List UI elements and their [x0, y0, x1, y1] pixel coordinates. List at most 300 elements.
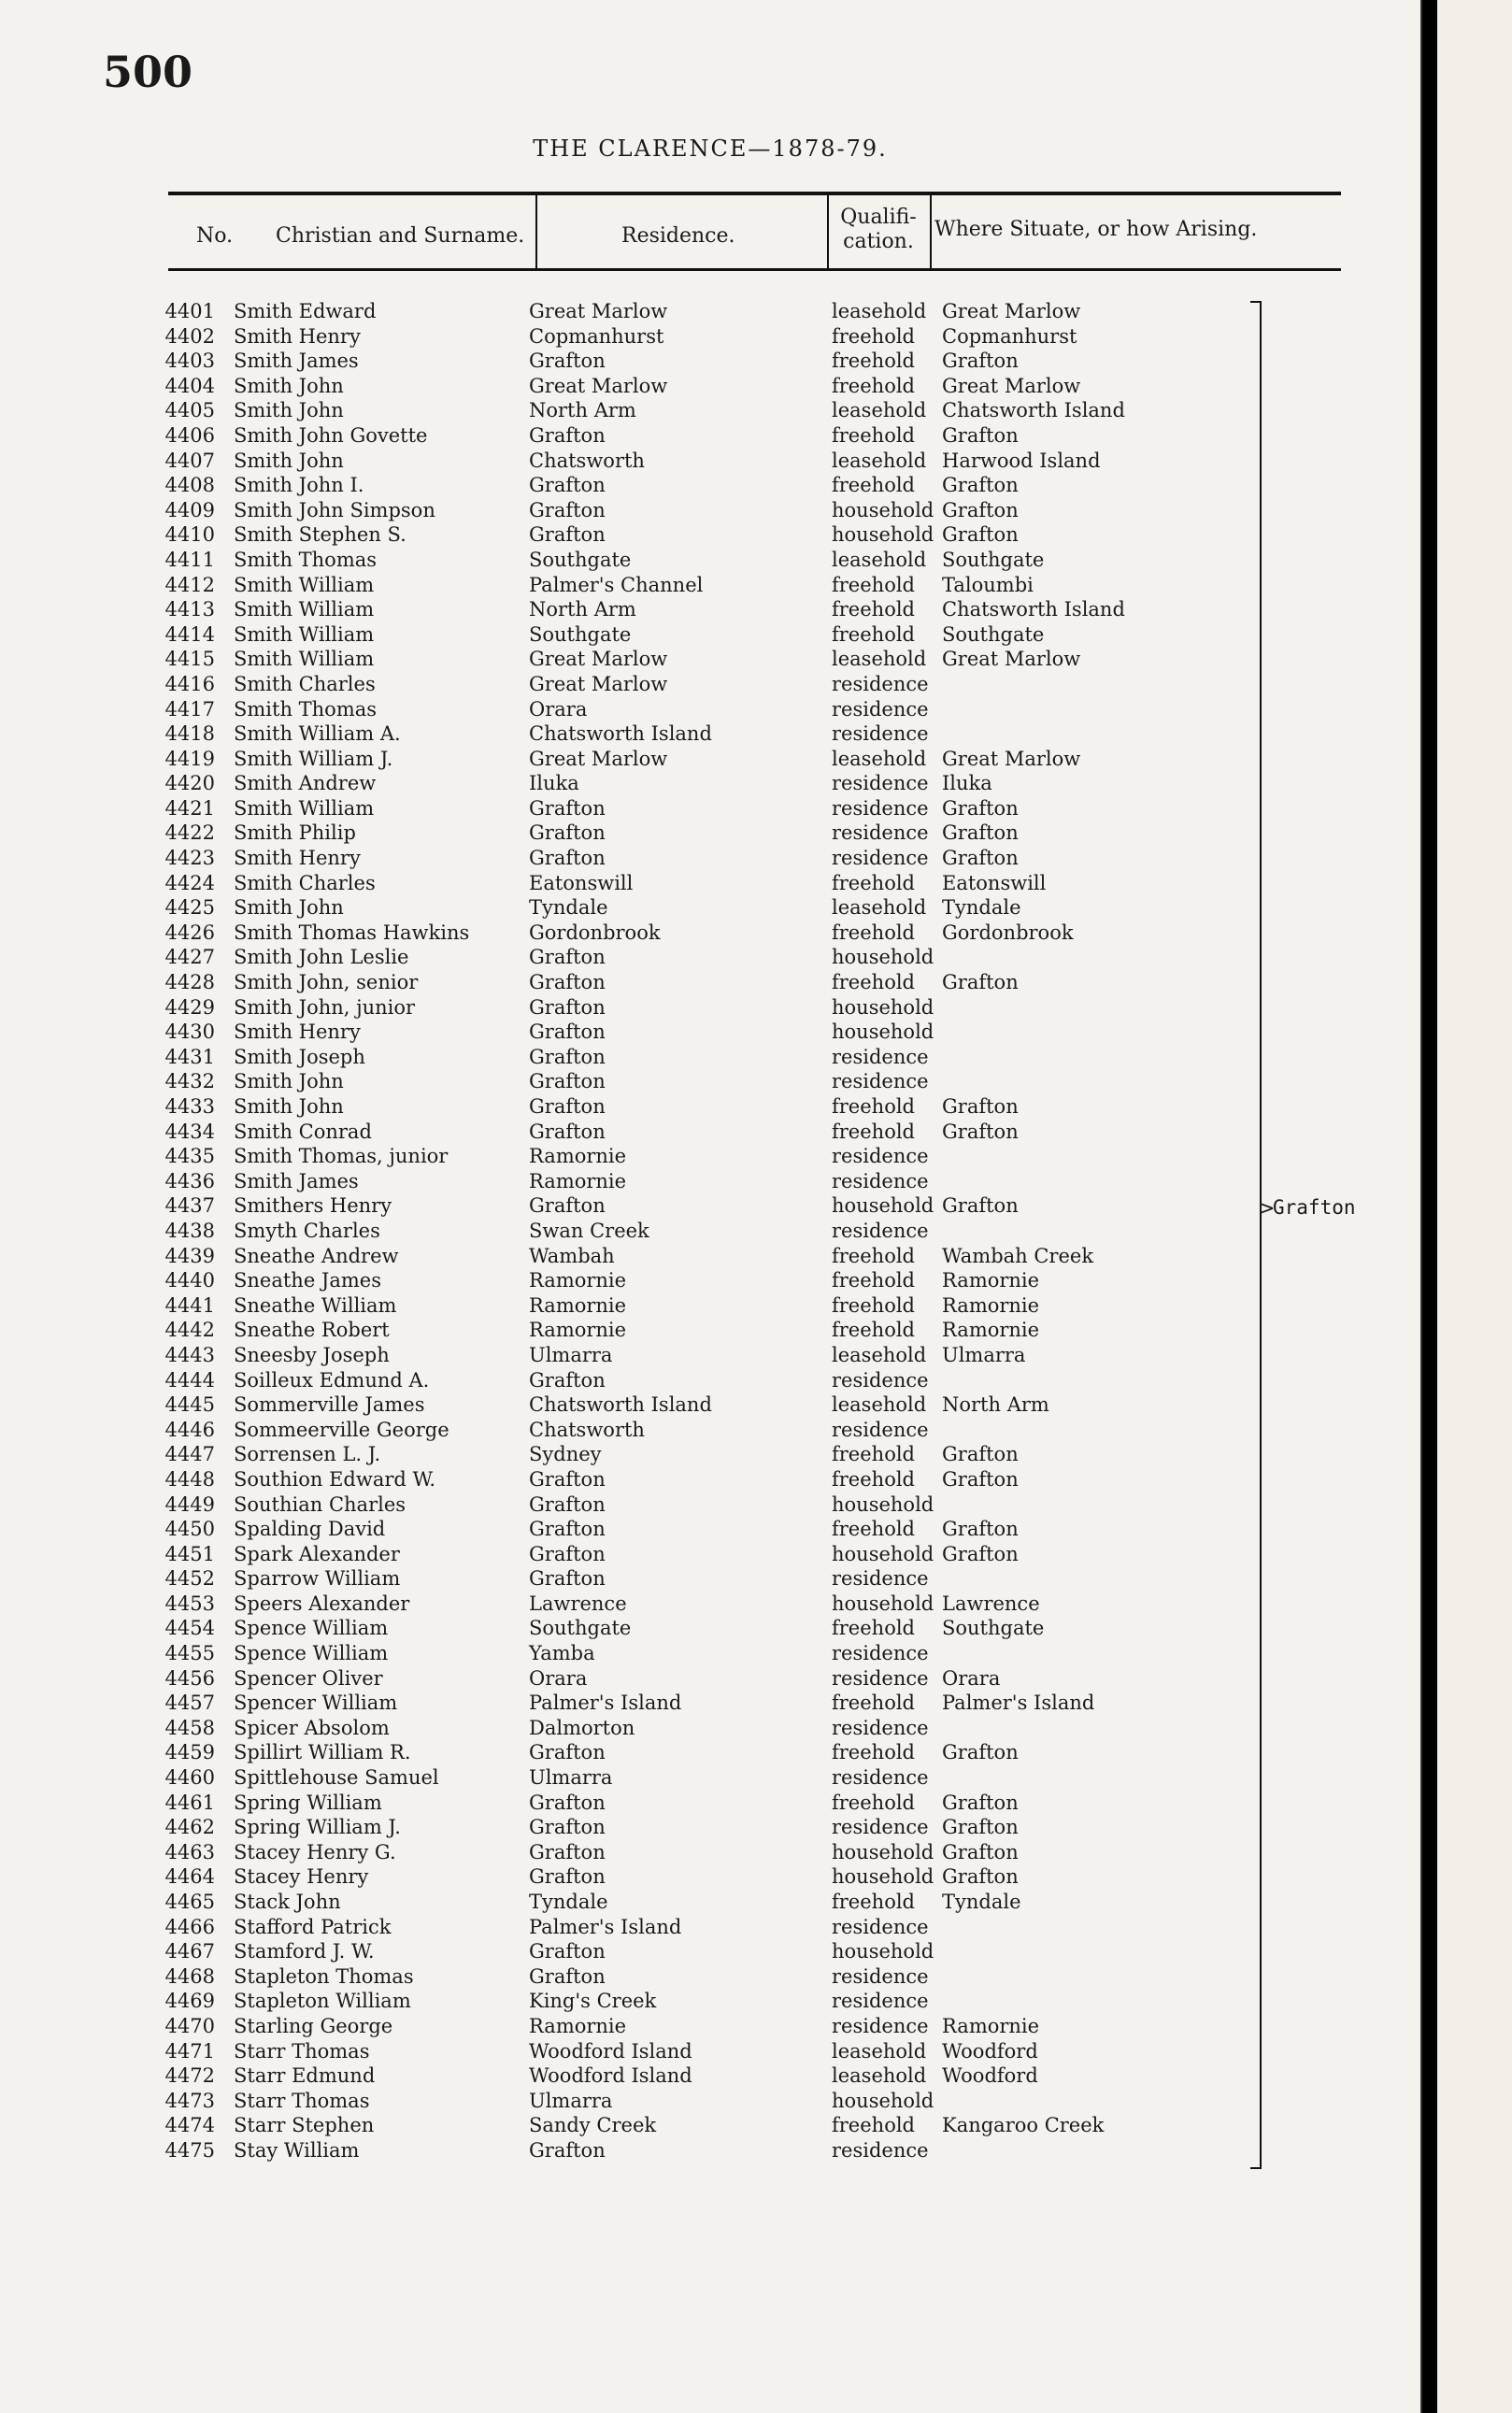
- entry-qualification: freehold: [832, 871, 915, 894]
- list-item: [0, 2014, 1420, 2039]
- entry-name: Spillirt William R.: [234, 1741, 411, 1764]
- entry-number: 4416: [164, 672, 215, 695]
- entry-name: Smith William: [234, 648, 375, 671]
- list-item: [0, 721, 1420, 747]
- entry-residence: Ramornie: [529, 1169, 627, 1192]
- entry-where-situate: Southgate: [942, 548, 1045, 571]
- entry-qualification: household: [832, 1940, 934, 1963]
- entry-qualification: freehold: [832, 1293, 915, 1317]
- entry-qualification: residence: [832, 1169, 929, 1192]
- entry-name: Smith Andrew: [234, 772, 377, 795]
- entry-where-situate: Grafton: [942, 523, 1019, 547]
- entry-where-situate: Great Marlow: [942, 648, 1081, 671]
- entry-number: 4456: [164, 1666, 215, 1690]
- column-header-no: No.: [196, 224, 234, 248]
- entry-name: Starr Stephen: [234, 2114, 375, 2137]
- entry-where-situate: Great Marlow: [942, 300, 1081, 322]
- entry-residence: Ramornie: [529, 1269, 627, 1292]
- entry-where-situate: Great Marlow: [942, 747, 1081, 770]
- entry-qualification: household: [832, 1840, 934, 1863]
- entry-qualification: residence: [832, 722, 929, 746]
- entry-residence: Grafton: [529, 1741, 606, 1764]
- entry-where-situate: Ramornie: [942, 2014, 1040, 2037]
- entry-qualification: residence: [832, 796, 929, 820]
- entry-qualification: residence: [832, 1642, 929, 1665]
- entry-number: 4472: [164, 2064, 215, 2088]
- entry-residence: Grafton: [529, 1095, 606, 1118]
- list-item: [0, 1542, 1420, 1567]
- list-item: [0, 1864, 1420, 1890]
- entry-number: 4469: [164, 1990, 215, 2013]
- entry-where-situate: Iluka: [942, 772, 992, 795]
- entry-number: 4438: [164, 1219, 215, 1242]
- list-item: [0, 1890, 1420, 1915]
- entry-name: Smith John, junior: [234, 995, 416, 1019]
- running-title: THE CLARENCE—1878-79.: [533, 136, 888, 162]
- column-header-name: Christian and Surname.: [276, 224, 525, 248]
- entry-residence: Tyndale: [529, 896, 608, 920]
- entry-qualification: residence: [832, 821, 929, 845]
- entry-qualification: residence: [832, 1915, 929, 1938]
- entry-number: 4406: [164, 423, 215, 447]
- entry-where-situate: Southgate: [942, 622, 1045, 646]
- entry-where-situate: Grafton: [942, 847, 1019, 870]
- entry-where-situate: Taloumbi: [942, 573, 1034, 596]
- list-item: [0, 1666, 1420, 1692]
- entry-qualification: household: [832, 946, 934, 969]
- entry-name: Smith Edward: [234, 300, 377, 322]
- entry-qualification: household: [832, 1021, 934, 1044]
- list-item: [0, 1964, 1420, 1990]
- entry-where-situate: Grafton: [942, 1741, 1019, 1764]
- entry-residence: Ramornie: [529, 1319, 627, 1342]
- list-item: [0, 1094, 1420, 1120]
- entry-residence: Sydney: [529, 1443, 602, 1466]
- entry-name: Smith James: [234, 350, 359, 373]
- entry-where-situate: Tyndale: [942, 1891, 1021, 1913]
- entry-number: 4466: [164, 1915, 215, 1938]
- entry-residence: Grafton: [529, 1194, 606, 1218]
- entry-name: Sorrensen L. J.: [234, 1443, 381, 1466]
- list-item: [0, 2138, 1420, 2163]
- entry-number: 4413: [164, 598, 215, 621]
- list-item: [0, 747, 1420, 772]
- entry-name: Smith Thomas: [234, 697, 378, 721]
- entry-number: 4471: [164, 2039, 215, 2063]
- entry-number: 4436: [164, 1169, 215, 1192]
- entry-residence: Orara: [529, 1666, 588, 1690]
- list-item: [0, 647, 1420, 672]
- entry-residence: Grafton: [529, 1070, 606, 1093]
- entry-qualification: leasehold: [832, 300, 927, 322]
- column-header-residence: Residence.: [621, 224, 735, 248]
- entry-residence: Tyndale: [529, 1891, 608, 1913]
- entry-qualification: leasehold: [832, 2039, 927, 2063]
- entry-where-situate: Ulmarra: [942, 1343, 1026, 1366]
- entry-qualification: leasehold: [832, 747, 927, 770]
- entry-qualification: leasehold: [832, 1393, 927, 1417]
- entry-number: 4415: [164, 648, 215, 671]
- entry-residence: Chatsworth Island: [529, 1393, 712, 1417]
- entry-number: 4423: [164, 847, 215, 870]
- entry-qualification: residence: [832, 672, 929, 695]
- entry-where-situate: Southgate: [942, 1617, 1045, 1640]
- entry-residence: Southgate: [529, 548, 632, 571]
- entry-qualification: residence: [832, 1666, 929, 1690]
- entry-number: 4429: [164, 995, 215, 1019]
- entry-number: 4433: [164, 1095, 215, 1118]
- entry-qualification: residence: [832, 2138, 929, 2162]
- list-item: [0, 1368, 1420, 1393]
- entry-qualification: freehold: [832, 423, 915, 447]
- list-item: [0, 473, 1420, 498]
- list-item: [0, 871, 1420, 896]
- entry-qualification: residence: [832, 1716, 929, 1739]
- entry-where-situate: Kangaroo Creek: [942, 2114, 1105, 2137]
- entry-name: Sparrow William: [234, 1567, 401, 1591]
- entry-qualification: household: [832, 2089, 934, 2112]
- entry-qualification: residence: [832, 1070, 929, 1093]
- entry-residence: Grafton: [529, 423, 606, 447]
- entry-residence: Lawrence: [529, 1592, 627, 1615]
- entry-number: 4435: [164, 1145, 215, 1168]
- entry-number: 4424: [164, 871, 215, 894]
- entry-number: 4427: [164, 946, 215, 969]
- entry-qualification: household: [832, 1542, 934, 1565]
- entry-residence: Grafton: [529, 796, 606, 820]
- entry-number: 4462: [164, 1816, 215, 1839]
- entry-name: Stapleton Thomas: [234, 1964, 414, 1988]
- entry-name: Smith John: [234, 1095, 344, 1118]
- entry-name: Sneathe James: [234, 1269, 381, 1292]
- entry-name: Smith John Simpson: [234, 498, 435, 521]
- entry-residence: Ramornie: [529, 1293, 627, 1317]
- entry-where-situate: Grafton: [942, 1120, 1019, 1143]
- grouping-bracket: [1250, 301, 1262, 2169]
- entry-residence: Great Marlow: [529, 374, 668, 397]
- entry-qualification: freehold: [832, 921, 915, 944]
- entry-qualification: freehold: [832, 1120, 915, 1143]
- entry-residence: Grafton: [529, 971, 606, 994]
- list-item: [0, 2063, 1420, 2089]
- entry-residence: Grafton: [529, 474, 606, 497]
- list-item: [0, 1392, 1420, 1418]
- entry-number: 4475: [164, 2138, 215, 2162]
- entry-qualification: residence: [832, 1766, 929, 1790]
- entry-number: 4448: [164, 1467, 215, 1491]
- entry-qualification: leasehold: [832, 896, 927, 920]
- list-item: [0, 398, 1420, 423]
- list-item: [0, 846, 1420, 871]
- list-item: [0, 1915, 1420, 1940]
- entry-where-situate: Ramornie: [942, 1319, 1040, 1342]
- entry-residence: Dalmorton: [529, 1716, 635, 1739]
- entry-qualification: residence: [832, 1145, 929, 1168]
- entry-name: Stapleton William: [234, 1990, 411, 2013]
- list-item: [0, 796, 1420, 821]
- entry-name: Stamford J. W.: [234, 1940, 375, 1963]
- entry-residence: Grafton: [529, 1567, 606, 1591]
- entry-qualification: leasehold: [832, 2064, 927, 2088]
- list-item: [0, 1442, 1420, 1467]
- entry-qualification: freehold: [832, 1617, 915, 1640]
- entry-qualification: freehold: [832, 1518, 915, 1541]
- entry-where-situate: Grafton: [942, 1542, 1019, 1565]
- list-item: [0, 1939, 1420, 1964]
- list-item: [0, 1691, 1420, 1716]
- entry-where-situate: Grafton: [942, 350, 1019, 373]
- entry-number: 4411: [164, 548, 215, 571]
- entry-number: 4447: [164, 1443, 215, 1466]
- entry-name: Spence William: [234, 1642, 389, 1665]
- list-item: [0, 945, 1420, 970]
- entry-name: Soilleux Edmund A.: [234, 1368, 430, 1392]
- entry-where-situate: Copmanhurst: [942, 324, 1077, 348]
- entry-residence: Grafton: [529, 946, 606, 969]
- entry-qualification: household: [832, 1865, 934, 1889]
- entry-where-situate: Grafton: [942, 1840, 1019, 1863]
- list-item: [0, 1765, 1420, 1791]
- list-item: [0, 821, 1420, 846]
- entry-residence: Ulmarra: [529, 1766, 613, 1790]
- entry-qualification: freehold: [832, 573, 915, 596]
- entry-qualification: residence: [832, 772, 929, 795]
- entry-number: 4414: [164, 622, 215, 646]
- entry-number: 4457: [164, 1692, 215, 1715]
- entry-residence: Palmer's Island: [529, 1692, 682, 1715]
- list-item: [0, 1045, 1420, 1070]
- entry-number: 4439: [164, 1244, 215, 1267]
- list-item: [0, 548, 1420, 573]
- entry-residence: Grafton: [529, 350, 606, 373]
- list-item: [0, 522, 1420, 548]
- entry-name: Starling George: [234, 2014, 393, 2037]
- entry-qualification: freehold: [832, 324, 915, 348]
- entry-qualification: residence: [832, 697, 929, 721]
- entry-name: Stack John: [234, 1891, 341, 1913]
- list-item: [0, 1144, 1420, 1169]
- entry-qualification: freehold: [832, 1095, 915, 1118]
- entry-number: 4420: [164, 772, 215, 795]
- entry-number: 4458: [164, 1716, 215, 1739]
- list-item: [0, 622, 1420, 648]
- entry-number: 4405: [164, 399, 215, 422]
- entry-where-situate: Grafton: [942, 1865, 1019, 1889]
- electoral-roll-list: [0, 299, 1420, 2163]
- entry-number: 4437: [164, 1194, 215, 1218]
- entry-qualification: freehold: [832, 1467, 915, 1491]
- entry-qualification: residence: [832, 847, 929, 870]
- entry-number: 4451: [164, 1542, 215, 1565]
- entry-name: Sommerville James: [234, 1393, 425, 1417]
- entry-name: Spring William J.: [234, 1816, 401, 1839]
- entry-name: Smith William A.: [234, 722, 401, 746]
- header-bottom-rule: [168, 268, 1341, 271]
- list-item: [0, 1566, 1420, 1592]
- entry-qualification: residence: [832, 1219, 929, 1242]
- entry-residence: King's Creek: [529, 1990, 657, 2013]
- entry-number: 4422: [164, 821, 215, 845]
- entry-name: Starr Thomas: [234, 2039, 370, 2063]
- list-item: [0, 1219, 1420, 1244]
- entry-name: Smith John: [234, 399, 344, 422]
- entry-residence: Chatsworth: [529, 1418, 645, 1441]
- entry-qualification: residence: [832, 1990, 929, 2013]
- entry-where-situate: Grafton: [942, 498, 1019, 521]
- entry-name: Spalding David: [234, 1518, 386, 1541]
- entry-qualification: freehold: [832, 598, 915, 621]
- entry-qualification: freehold: [832, 1269, 915, 1292]
- list-item: [0, 672, 1420, 697]
- entry-where-situate: Chatsworth Island: [942, 598, 1125, 621]
- entry-where-situate: Grafton: [942, 1443, 1019, 1466]
- entry-name: Smith William: [234, 622, 375, 646]
- list-item: [0, 299, 1420, 324]
- list-item: [0, 573, 1420, 598]
- list-item: [0, 1418, 1420, 1443]
- entry-residence: Great Marlow: [529, 747, 668, 770]
- entry-number: 4410: [164, 523, 215, 547]
- list-item: [0, 1169, 1420, 1194]
- entry-name: Smith William: [234, 796, 375, 820]
- entry-where-situate: Gordonbrook: [942, 921, 1074, 944]
- list-item: [0, 1815, 1420, 1840]
- entry-number: 4454: [164, 1617, 215, 1640]
- column-header-where-situate: Where Situate, or how Arising.: [934, 218, 1258, 241]
- page-number: 500: [103, 47, 193, 97]
- entry-residence: Grafton: [529, 1120, 606, 1143]
- entry-where-situate: Grafton: [942, 1467, 1019, 1491]
- entry-qualification: residence: [832, 1567, 929, 1591]
- list-item: [0, 995, 1420, 1021]
- list-item: [0, 1069, 1420, 1094]
- entry-qualification: freehold: [832, 622, 915, 646]
- list-item: [0, 1268, 1420, 1293]
- entry-residence: Grafton: [529, 1368, 606, 1392]
- list-item: [0, 1020, 1420, 1045]
- list-item: [0, 771, 1420, 796]
- bracket-label: Grafton: [1273, 1196, 1356, 1219]
- entry-name: Sommeerville George: [234, 1418, 449, 1441]
- entry-where-situate: Grafton: [942, 1194, 1019, 1218]
- list-item: [0, 2113, 1420, 2138]
- entry-number: 4409: [164, 498, 215, 521]
- entry-residence: Wambah: [529, 1244, 615, 1267]
- list-item: [0, 1517, 1420, 1542]
- entry-name: Smith Conrad: [234, 1120, 372, 1143]
- entry-qualification: leasehold: [832, 1343, 927, 1366]
- entry-name: Spicer Absolom: [234, 1716, 390, 1739]
- entry-residence: Chatsworth: [529, 449, 645, 472]
- entry-number: 4403: [164, 350, 215, 373]
- entry-where-situate: Grafton: [942, 1518, 1019, 1541]
- entry-number: 4440: [164, 1269, 215, 1292]
- entry-number: 4452: [164, 1567, 215, 1591]
- entry-name: Southian Charles: [234, 1492, 407, 1516]
- entry-residence: Iluka: [529, 772, 579, 795]
- entry-where-situate: Grafton: [942, 423, 1019, 447]
- entry-residence: Grafton: [529, 1518, 606, 1541]
- entry-number: 4441: [164, 1293, 215, 1317]
- entry-where-situate: Palmer's Island: [942, 1692, 1095, 1715]
- entry-residence: Woodford Island: [529, 2039, 692, 2063]
- entry-number: 4444: [164, 1368, 215, 1392]
- entry-residence: Great Marlow: [529, 300, 668, 322]
- entry-name: Sneesby Joseph: [234, 1343, 390, 1366]
- entry-qualification: freehold: [832, 350, 915, 373]
- entry-where-situate: Grafton: [942, 821, 1019, 845]
- entry-number: 4428: [164, 971, 215, 994]
- list-item: [0, 1120, 1420, 1145]
- entry-qualification: freehold: [832, 971, 915, 994]
- entry-number: 4463: [164, 1840, 215, 1863]
- entry-name: Smith John: [234, 896, 344, 920]
- entry-residence: Grafton: [529, 1542, 606, 1565]
- entry-where-situate: Grafton: [942, 1816, 1019, 1839]
- entry-number: 4404: [164, 374, 215, 397]
- list-item: [0, 1641, 1420, 1666]
- entry-name: Smith Philip: [234, 821, 356, 845]
- entry-number: 4465: [164, 1891, 215, 1913]
- list-item: [0, 1716, 1420, 1741]
- entry-residence: Ulmarra: [529, 2089, 613, 2112]
- entry-name: Smith Joseph: [234, 1045, 365, 1068]
- entry-number: 4461: [164, 1791, 215, 1814]
- entry-number: 4459: [164, 1741, 215, 1764]
- entry-residence: Grafton: [529, 523, 606, 547]
- list-item: [0, 895, 1420, 921]
- entry-qualification: residence: [832, 2014, 929, 2037]
- entry-name: Smyth Charles: [234, 1219, 380, 1242]
- entry-number: 4432: [164, 1070, 215, 1093]
- entry-number: 4450: [164, 1518, 215, 1541]
- entry-number: 4460: [164, 1766, 215, 1790]
- entry-where-situate: Ramornie: [942, 1293, 1040, 1317]
- entry-name: Smith Thomas Hawkins: [234, 921, 470, 944]
- entry-where-situate: Eatonswill: [942, 871, 1047, 894]
- entry-qualification: freehold: [832, 1244, 915, 1267]
- entry-qualification: freehold: [832, 1741, 915, 1764]
- entry-number: 4446: [164, 1418, 215, 1441]
- entry-where-situate: Ramornie: [942, 1269, 1040, 1292]
- entry-where-situate: Chatsworth Island: [942, 399, 1125, 422]
- entry-qualification: leasehold: [832, 548, 927, 571]
- entry-residence: Grafton: [529, 1865, 606, 1889]
- entry-number: 4426: [164, 921, 215, 944]
- entry-number: 4418: [164, 722, 215, 746]
- entry-qualification: household: [832, 995, 934, 1019]
- list-item: [0, 1989, 1420, 2014]
- entry-residence: North Arm: [529, 399, 636, 422]
- entry-name: Smith Henry: [234, 847, 361, 870]
- entry-number: 4417: [164, 697, 215, 721]
- entry-qualification: residence: [832, 1045, 929, 1068]
- entry-where-situate: Great Marlow: [942, 374, 1081, 397]
- entry-qualification: freehold: [832, 1443, 915, 1466]
- list-item: [0, 970, 1420, 995]
- list-item: [0, 1467, 1420, 1492]
- entry-qualification: freehold: [832, 2114, 915, 2137]
- entry-number: 4408: [164, 474, 215, 497]
- list-item: [0, 1616, 1420, 1641]
- entry-residence: Grafton: [529, 1045, 606, 1068]
- entry-name: Southion Edward W.: [234, 1467, 436, 1491]
- entry-number: 4407: [164, 449, 215, 472]
- entry-where-situate: Harwood Island: [942, 449, 1101, 472]
- entry-name: Stafford Patrick: [234, 1915, 392, 1938]
- entry-number: 4445: [164, 1393, 215, 1417]
- entry-qualification: residence: [832, 1368, 929, 1392]
